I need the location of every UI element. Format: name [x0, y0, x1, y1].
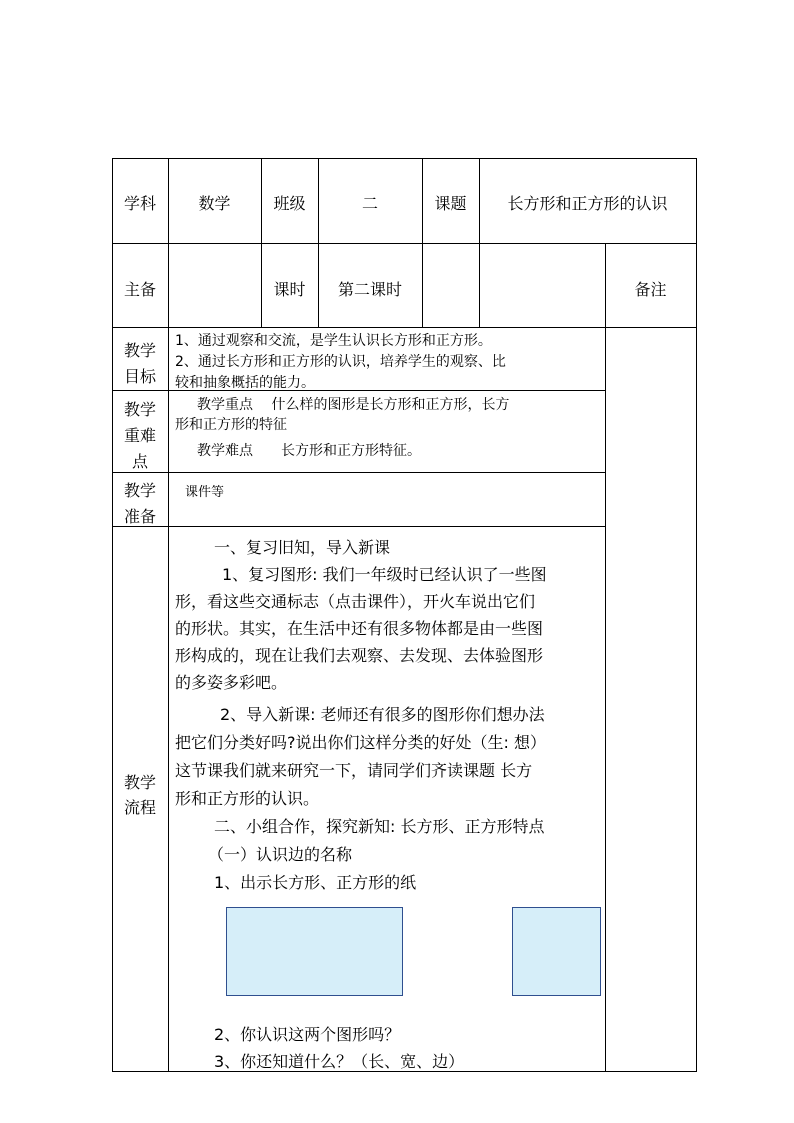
square-shape	[512, 907, 601, 996]
table-border-right	[696, 158, 697, 1072]
goals-text-line: 2、通过长方形和正方形的认识，培养学生的观察、比	[175, 354, 506, 370]
process-text-line: （一）认识边的名称	[208, 845, 353, 864]
lead-label: 主备	[123, 280, 156, 299]
col-divider	[318, 158, 319, 328]
period-value: 第二课时	[337, 280, 402, 299]
keypoints-label-line: 点	[131, 452, 148, 471]
subject-value: 数学	[198, 194, 231, 213]
row-divider	[112, 526, 605, 527]
process-text-line: 形，看这些交通标志（点击课件），开火车说出它们	[175, 592, 536, 611]
process-text-line: 2、导入新课: 老师还有很多的图形你们想办法	[220, 705, 545, 724]
topic-value: 长方形和正方形的认识	[507, 194, 668, 213]
process-text-line: 的形状。其实，在生活中还有很多物体都是由一些图	[175, 619, 544, 638]
process-text-line: 把它们分类好吗?说出你们这样分类的好处（生: 想）	[175, 733, 546, 752]
row-divider	[112, 472, 605, 473]
goals-label-line: 教学	[123, 341, 156, 360]
process-text-line: 1、复习图形: 我们一年级时已经认识了一些图	[222, 565, 547, 584]
goals-label-line: 目标	[123, 367, 156, 386]
goals-text-line: 1、通过观察和交流，是学生认识长方形和正方形。	[175, 333, 492, 349]
process-text-line: 2、你认识这两个图形吗？	[214, 1025, 401, 1044]
process-label-line: 教学	[123, 773, 156, 792]
process-label-line: 流程	[123, 798, 156, 817]
period-label: 课时	[273, 280, 306, 299]
table-border-top	[112, 158, 697, 159]
process-text-line: 3、你还知道什么？（长、宽、边）	[214, 1052, 465, 1071]
keypoints-text-line: 形和正方形的特征	[175, 417, 287, 433]
class-value: 二	[361, 194, 378, 213]
prep-label-line: 准备	[123, 507, 156, 526]
process-text-line: 这节课我们就来研究一下，请同学们齐读课题 长方	[175, 761, 533, 780]
row-divider	[112, 243, 697, 244]
process-text-line: 1、出示长方形、正方形的纸	[214, 873, 417, 892]
col-divider	[261, 158, 262, 328]
keypoints-text-line: 教学难点 长方形和正方形特征。	[197, 443, 421, 459]
class-label: 班级	[273, 194, 306, 213]
process-text-line: 一、复习旧知，导入新课	[214, 538, 391, 557]
row-divider	[112, 327, 697, 328]
col-divider	[479, 158, 480, 328]
col-divider	[422, 158, 423, 328]
prep-label-line: 教学	[123, 481, 156, 500]
notes-label: 备注	[634, 280, 667, 299]
process-text-line: 二、小组合作，探究新知: 长方形、正方形特点	[214, 817, 545, 836]
col-divider	[605, 243, 606, 1072]
rectangle-shape	[226, 907, 403, 996]
keypoints-label-line: 重难	[123, 426, 156, 445]
col-divider	[168, 158, 169, 1072]
process-text-line: 形和正方形的认识。	[175, 789, 320, 808]
keypoints-text-line: 教学重点 什么样的图形是长方形和正方形，长方	[197, 397, 510, 413]
prep-text: 课件等	[185, 485, 225, 500]
topic-label: 课题	[434, 194, 467, 213]
goals-text-line: 较和抽象概括的能力。	[175, 375, 315, 391]
subject-label: 学科	[123, 194, 156, 213]
keypoints-label-line: 教学	[123, 400, 156, 419]
process-text-line: 的多姿多彩吧。	[175, 673, 288, 692]
process-text-line: 形构成的，现在让我们去观察、去发现、去体验图形	[175, 646, 544, 665]
